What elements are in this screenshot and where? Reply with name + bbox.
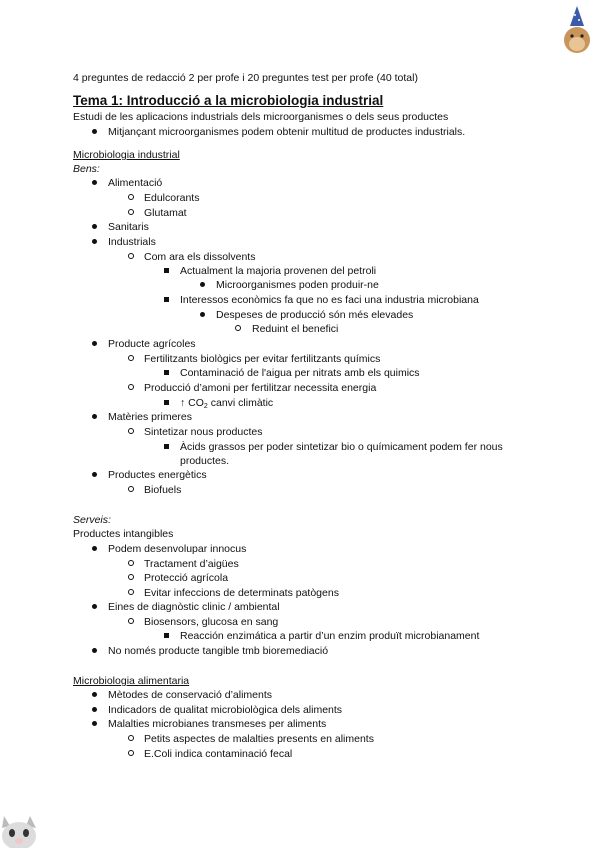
bullet-square [161, 440, 171, 454]
bullet-circle [126, 615, 136, 629]
bullet-dot [197, 308, 207, 322]
list-item: E.Coli indica contaminació fecal [144, 748, 293, 760]
bullet-dot [89, 235, 99, 249]
bullet-circle [126, 747, 136, 761]
bullet-dot [89, 220, 99, 234]
list-item: Àcids grassos per poder sintetizar bio o químicament podem fer nous [180, 441, 503, 453]
bullet-square [161, 366, 171, 380]
list-item: Fertilitzants biològics per evitar fertilitzants químics [144, 353, 381, 365]
cat-sticker [0, 808, 40, 848]
list-item: Alimentació [108, 177, 163, 189]
exam-info: 4 preguntes de redacció 2 per profe i 20 preguntes test per profe (40 total) [73, 72, 418, 84]
list-item: Edulcorants [144, 192, 200, 204]
list-item: Sintetizar nous productes [144, 426, 263, 438]
list-item: Biosensors, glucosa en sang [144, 616, 279, 628]
list-item: Sanitaris [108, 221, 149, 233]
list-item: Despeses de producció són més elevades [216, 309, 414, 321]
bullet-dot [89, 688, 99, 702]
bullet-circle [126, 381, 136, 395]
subsection-label: Bens: [73, 163, 100, 175]
page-title: Tema 1: Introducció a la microbiologia industrial [73, 93, 384, 108]
list-item: Reacción enzimática a partir d’un enzim produït microbianament [180, 630, 480, 642]
bullet-dot [89, 542, 99, 556]
intro-text: Estudi de les aplicacions industrials dels microorganismes o dels seus productes [73, 111, 449, 123]
bullet-circle [126, 557, 136, 571]
list-item: Glutamat [144, 207, 187, 219]
bullet-circle [126, 191, 136, 205]
paragraph: Productes intangibles [73, 528, 174, 540]
bullet-circle [126, 206, 136, 220]
list-item [180, 396, 273, 414]
list-item: Petits aspectes de malalties presents en aliments [144, 733, 374, 745]
list-item: Eines de diagnòstic clinic / ambiental [108, 601, 280, 613]
bullet-dot [89, 410, 99, 424]
bullet-dot [89, 337, 99, 351]
list-item: Industrials [108, 236, 156, 248]
list-item: No només producte tangible tmb bioremediació [108, 645, 329, 657]
list-item: Biofuels [144, 484, 182, 496]
bullet-circle [126, 250, 136, 264]
list-item: Actualment la majoria provenen del petroli [180, 265, 377, 277]
list-item: Mitjançant microorganismes podem obtenir multitud de productes industrials. [108, 126, 466, 138]
wizard-hamster-sticker [560, 6, 594, 54]
list-item: Podem desenvolupar innocus [108, 543, 247, 555]
list-item-continuation: productes. [180, 455, 230, 467]
bullet-circle [126, 732, 136, 746]
bullet-dot [197, 278, 207, 292]
bullet-square [161, 293, 171, 307]
bullet-dot [89, 600, 99, 614]
bullet-square [161, 629, 171, 643]
co2-suffix: canvi climàtic [207, 397, 274, 409]
bullet-circle [126, 483, 136, 497]
list-item: Matèries primeres [108, 411, 193, 423]
list-item: Protecció agrícola [144, 572, 229, 584]
bullet-circle [126, 586, 136, 600]
list-item: Evitar infeccions de determinats patògens [144, 587, 339, 599]
section-heading: Microbiologia industrial [73, 149, 180, 161]
bullet-square [161, 264, 171, 278]
bullet-circle [126, 425, 136, 439]
bullet-dot [89, 703, 99, 717]
bullet-square [161, 396, 171, 410]
list-item: Indicadors de qualitat microbiològica dels aliments [108, 704, 343, 716]
list-item: Interessos econòmics fa que no es faci una industria microbiana [180, 294, 479, 306]
bullet-dot [89, 717, 99, 731]
co2-prefix: ↑ CO [180, 397, 204, 409]
section-heading: Microbiologia alimentaria [73, 675, 190, 687]
list-item: Tractament d’aigües [144, 558, 239, 570]
list-item: Contaminació de l'aigua per nitrats amb els quimics [180, 367, 420, 379]
list-item: Malalties microbianes transmeses per aliments [108, 718, 327, 730]
subsection-label: Serveis: [73, 514, 111, 526]
bullet-circle [126, 352, 136, 366]
bullet-circle [126, 571, 136, 585]
bullet-dot [89, 125, 99, 139]
list-item: Productes energètics [108, 469, 207, 481]
list-item: Mètodes de conservació d’aliments [108, 689, 273, 701]
bullet-dot [89, 644, 99, 658]
bullet-circle [233, 322, 243, 336]
list-item: Reduint el benefici [252, 323, 339, 335]
list-item: Microorganismes poden produir-ne [216, 279, 379, 291]
bullet-dot [89, 176, 99, 190]
list-item: Producció d’amoni per fertilitzar necessita energia [144, 382, 377, 394]
co2-subscript: 2 [203, 403, 208, 410]
list-item: Com ara els dissolvents [144, 251, 256, 263]
list-item: Producte agrícoles [108, 338, 196, 350]
bullet-dot [89, 468, 99, 482]
